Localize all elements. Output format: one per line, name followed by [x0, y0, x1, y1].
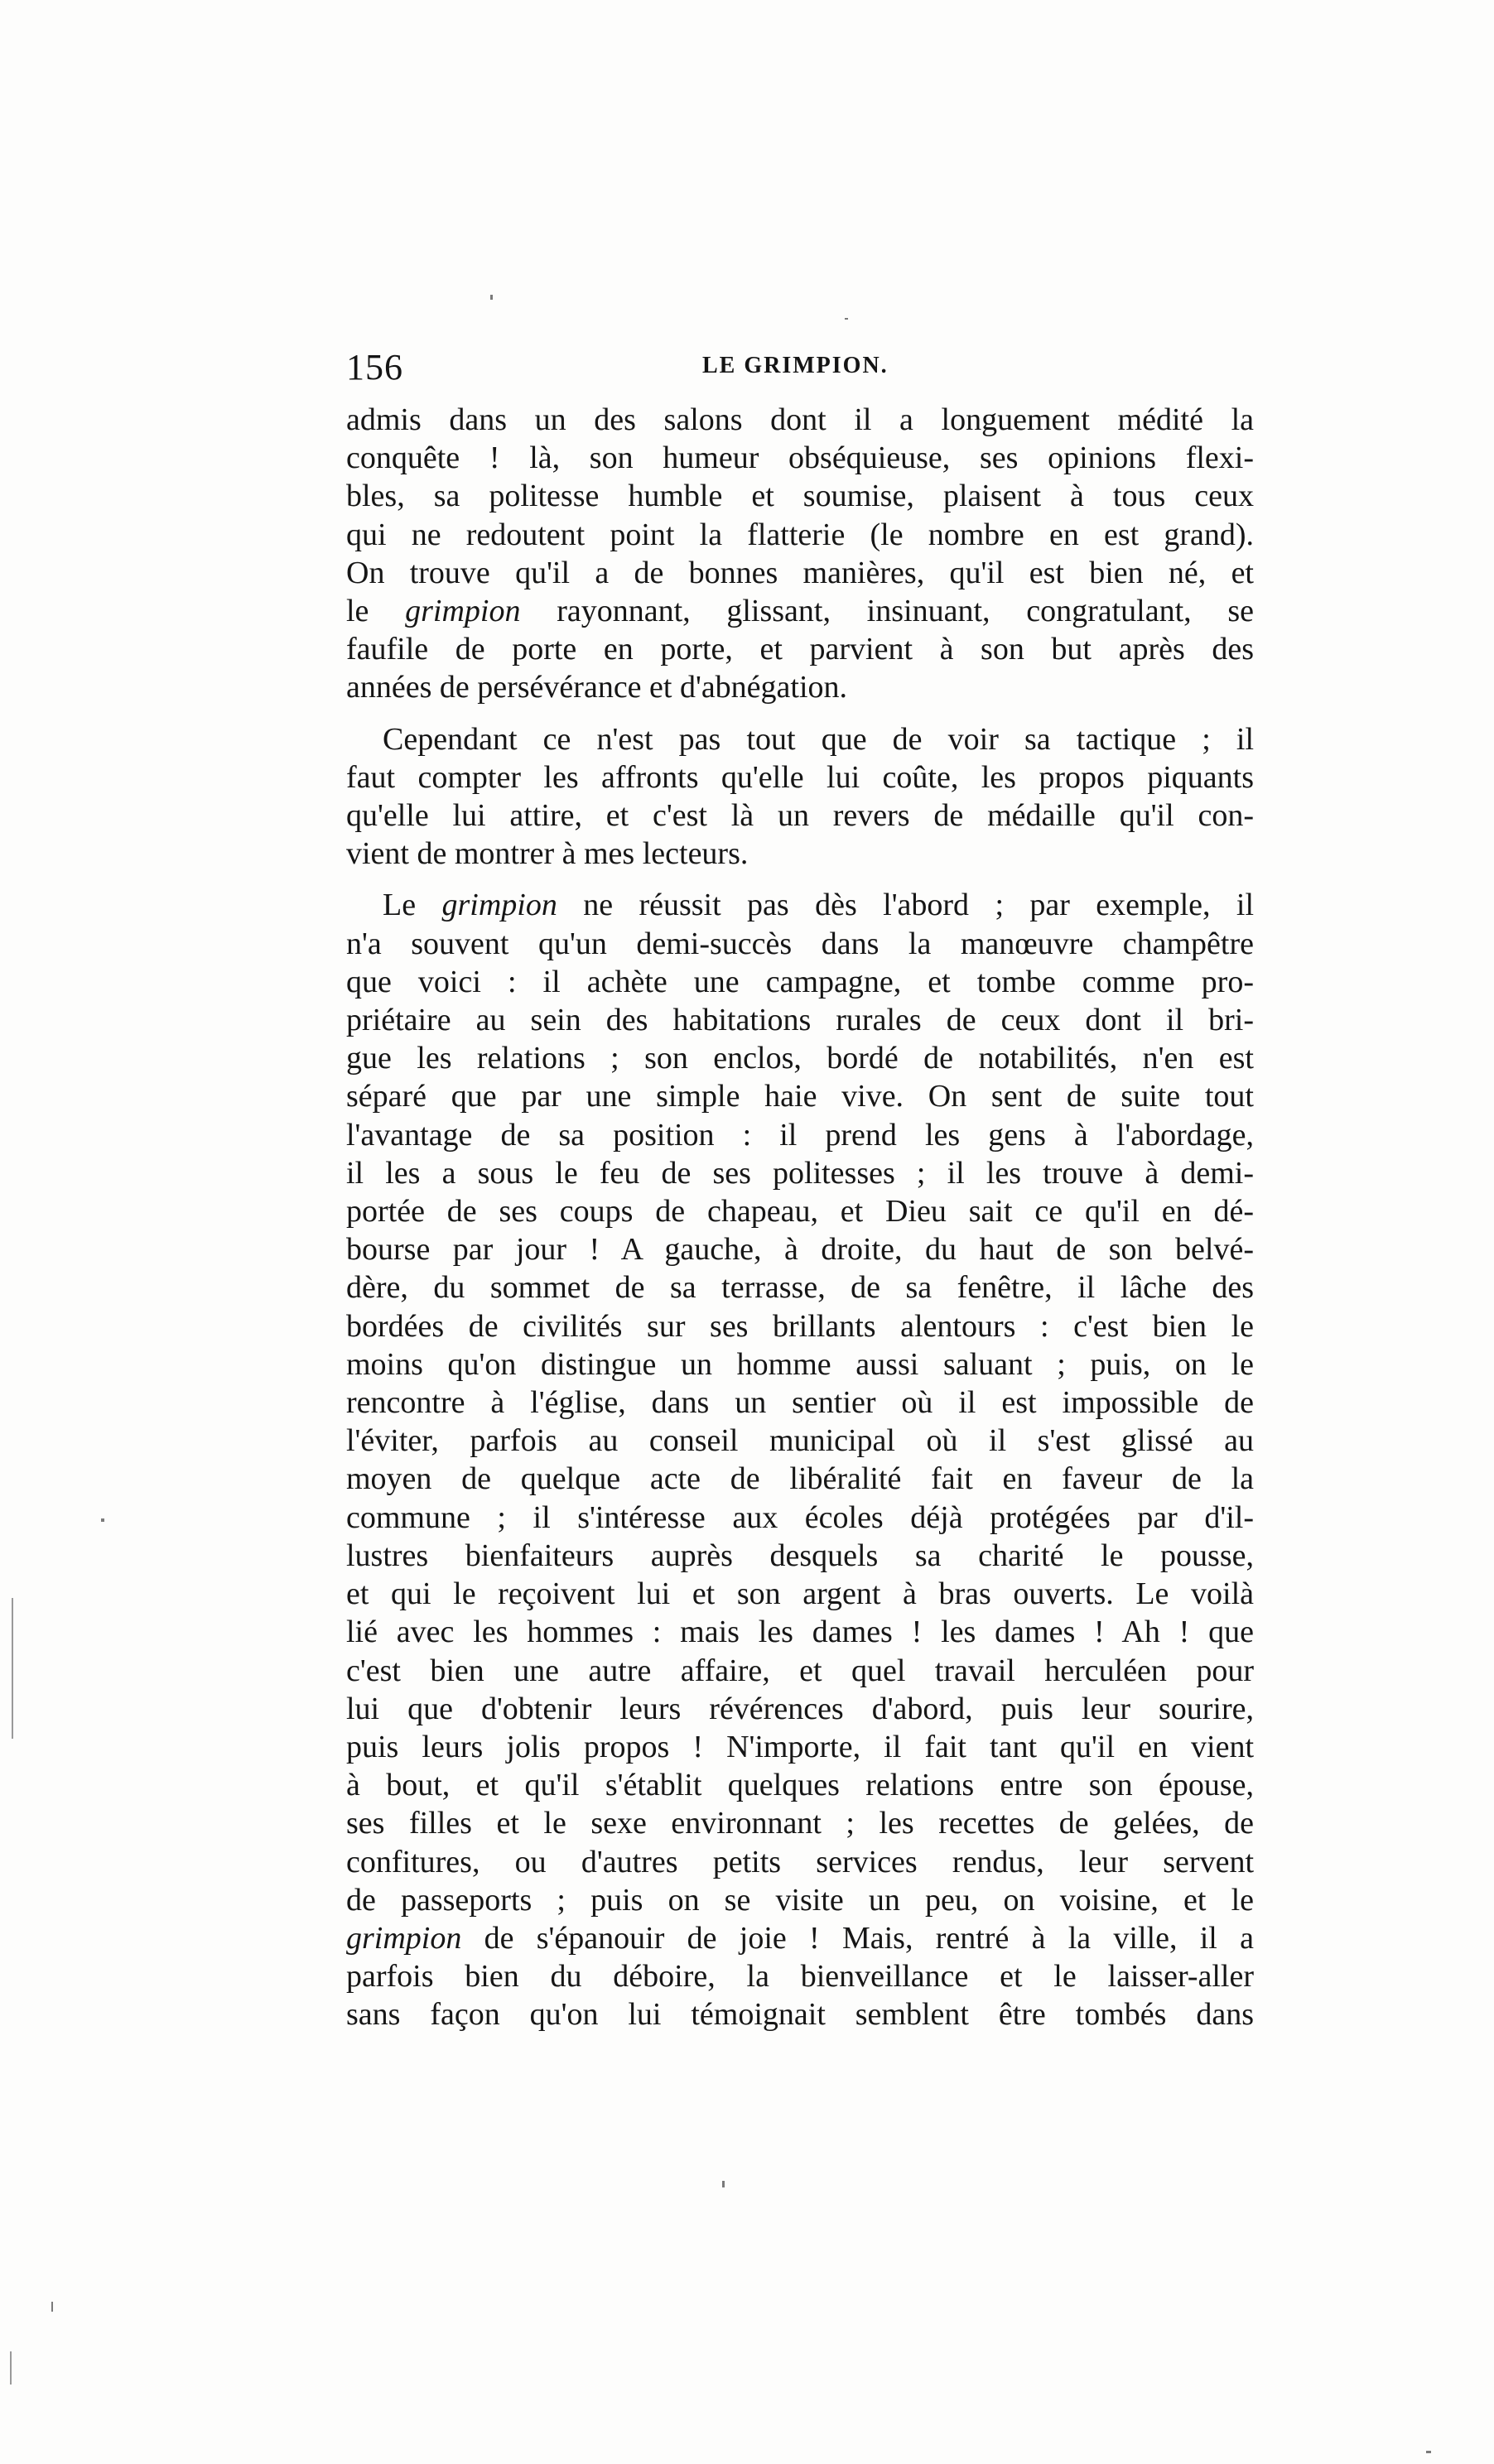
text-line: le grimpion rayonnant, glissant, insinuant, congratulant, se — [346, 594, 1254, 629]
text-line: bourse par jour ! A gauche, à droite, du haut de son belvé- — [346, 1232, 1254, 1268]
text-line: lui que d'obtenir leurs révérences d'abord, puis leur sourire, — [346, 1691, 1254, 1726]
scan-speck — [845, 318, 848, 320]
text-line: années de persévérance et d'abnégation. — [346, 670, 848, 705]
scan-speck — [101, 1518, 104, 1522]
text-line: faut compter les affronts qu'elle lui coûte, les propos piquants — [346, 759, 1254, 795]
text-line: n'a souvent qu'un demi-succès dans la manœuvre champêtre — [346, 926, 1254, 961]
paragraph — [346, 886, 1254, 2033]
running-title: LE GRIMPION. — [702, 353, 889, 378]
text-line: puis leurs jolis propos ! N'importe, il fait tant qu'il en vient — [346, 1729, 1254, 1764]
text-line: bordées de civilités sur ses brillants alentours : c'est bien le — [346, 1308, 1254, 1344]
scan-speck — [722, 2181, 725, 2187]
body-text — [346, 401, 1254, 2034]
text-line: et qui le reçoivent lui et son argent à bras ouverts. Le voilà — [346, 1576, 1254, 1612]
scan-speck — [51, 2302, 53, 2312]
page-number: 156 — [346, 347, 403, 387]
page-header — [346, 343, 1254, 392]
text-line: lustres bienfaiteurs auprès desquels sa charité le pousse, — [346, 1538, 1254, 1573]
text-line: portée de ses coups de chapeau, et Dieu sait ce qu'il en dé- — [346, 1194, 1254, 1230]
text-line: Le grimpion ne réussit pas dès l'abord ; par exemple, il — [383, 888, 1255, 923]
text-line: il les a sous le feu de ses politesses ; il les trouve à demi- — [346, 1155, 1254, 1191]
scan-speck — [1426, 2451, 1431, 2453]
text-line: gue les relations ; son enclos, bordé de notabilités, n'en est — [346, 1041, 1254, 1076]
text-line: à bout, et qu'il s'établit quelques relations entre son épouse, — [346, 1768, 1254, 1803]
text-line: l'avantage de sa position : il prend les gens à l'abordage, — [346, 1117, 1254, 1153]
text-line: ses filles et le sexe environnant ; les recettes de gelées, de — [346, 1806, 1254, 1841]
text-line: moins qu'on distingue un homme aussi saluant ; puis, on le — [346, 1346, 1254, 1382]
text-line: bles, sa politesse humble et soumise, plaisent à tous ceux — [346, 479, 1254, 514]
text-line: rencontre à l'église, dans un sentier où il est impossible de — [346, 1385, 1254, 1421]
paragraph — [346, 720, 1254, 873]
text-line: qu'elle lui attire, et c'est là un revers de médaille qu'il con- — [346, 798, 1254, 834]
text-line: priétaire au sein des habitations rurales de ceux dont il bri- — [346, 1003, 1254, 1038]
scan-speck — [490, 295, 493, 300]
text-line: commune ; il s'intéresse aux écoles déjà protégées par d'il- — [346, 1499, 1254, 1535]
margin-line — [10, 2351, 12, 2385]
text-line: de passeports ; puis on se visite un peu, on voisine, et le — [346, 1882, 1254, 1918]
text-line: conquête ! là, son humeur obséquieuse, ses opinions flexi- — [346, 440, 1254, 476]
text-line: grimpion de s'épanouir de joie ! Mais, rentré à la ville, il a — [346, 1920, 1254, 1956]
text-line: vient de montrer à mes lecteurs. — [346, 836, 749, 872]
text-line: moyen de quelque acte de libéralité fait en faveur de la — [346, 1461, 1254, 1497]
text-line: admis dans un des salons dont il a longuement médité la — [346, 402, 1254, 437]
text-line: l'éviter, parfois au conseil municipal où il s'est glissé au — [346, 1423, 1254, 1459]
text-line: séparé que par une simple haie vive. On sent de suite tout — [346, 1079, 1254, 1114]
text-line: qui ne redoutent point la flatterie (le nombre en est grand). — [346, 517, 1254, 552]
text-line: faufile de porte en porte, et parvient à son but après des — [346, 632, 1254, 667]
text-line: c'est bien une autre affaire, et quel travail herculéen pour — [346, 1653, 1254, 1688]
text-line: lié avec les hommes : mais les dames ! les dames ! Ah ! que — [346, 1615, 1254, 1650]
text-line: confitures, ou d'autres petits services rendus, leur servent — [346, 1844, 1254, 1879]
text-line: Cependant ce n'est pas tout que de voir sa tactique ; il — [383, 721, 1254, 757]
margin-line — [12, 1598, 13, 1739]
paragraph — [346, 401, 1254, 707]
text-line: dère, du sommet de sa terrasse, de sa fenêtre, il lâche des — [346, 1270, 1254, 1306]
text-line: que voici : il achète une campagne, et tombe comme pro- — [346, 964, 1254, 999]
text-line: On trouve qu'il a de bonnes manières, qu'il est bien né, et — [346, 555, 1254, 590]
text-line: sans façon qu'on lui témoignait semblent être tombés dans — [346, 1997, 1254, 2033]
text-line: parfois bien du déboire, la bienveillance et le laisser-aller — [346, 1959, 1254, 1995]
